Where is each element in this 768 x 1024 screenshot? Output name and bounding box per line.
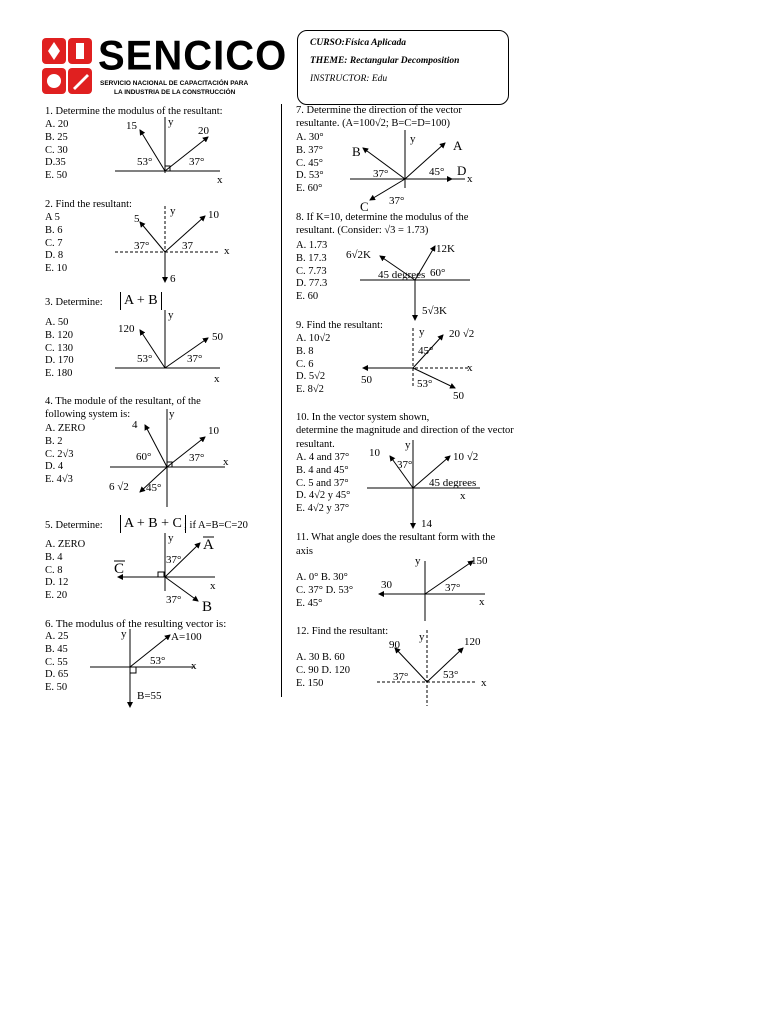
q6-option: B. 45	[45, 643, 68, 655]
q1-option: B. 25	[45, 131, 68, 143]
q5-label-x: x	[210, 580, 216, 592]
q5-option: A. ZERO	[45, 539, 86, 550]
q12-option: A. 30 B. 60	[296, 652, 345, 663]
q5-option: D. 12	[45, 577, 69, 589]
q8-option: E. 60	[296, 291, 319, 303]
q9-option: B. 8	[296, 345, 314, 357]
q2-option: A 5	[45, 212, 60, 223]
q8-diagram	[340, 238, 480, 322]
q11-options	[296, 572, 353, 610]
q4-label-x: x	[223, 456, 229, 468]
q2-diagram	[110, 204, 240, 289]
q4-label-b: 10	[208, 425, 219, 437]
q2-options	[45, 212, 67, 276]
q10-option: A. 4 and 37°	[296, 452, 350, 463]
q3-option: C. 130	[45, 342, 74, 354]
q1-option: C. 30	[45, 144, 68, 156]
q5-label-a: A	[203, 537, 214, 553]
q4-option: E. 4√3	[45, 474, 73, 486]
q4-option: D. 4	[45, 461, 64, 473]
q2-option: C. 7	[45, 237, 63, 249]
q12-label-d: 53°	[443, 669, 459, 681]
q1-option: D.35	[45, 157, 66, 169]
q1-option: A. 20	[45, 119, 69, 130]
q12-option: E. 150	[296, 677, 324, 689]
q4-option: B. 2	[45, 435, 63, 447]
q9-label-e: 50	[453, 390, 464, 402]
q7-text-2: resultante. (A=100√2; B=C=D=100)	[296, 118, 450, 129]
q2-option: E. 10	[45, 263, 68, 275]
q9-label-x: x	[467, 362, 473, 374]
q3-text: 3. Determine:	[45, 297, 103, 308]
q2-option: B. 6	[45, 224, 63, 236]
q8-label-c: 45 degrees	[378, 269, 426, 281]
q5-label-b: C	[114, 561, 125, 577]
q10-label-e: 14	[421, 518, 432, 530]
q3-label-b: 50	[212, 331, 223, 343]
q3-label-a: 120	[118, 323, 135, 335]
q5-condition: ; if A=B=C=20	[184, 520, 248, 531]
q10-label-b: 37°	[397, 459, 413, 471]
logo-line2: LA INDUSTRIA DE LA CONSTRUCCIÓN	[114, 89, 236, 96]
q4-label-e: 6 √2	[109, 481, 129, 493]
q9-label-b: 45°	[418, 345, 434, 357]
q1-label-a: 15	[126, 120, 137, 132]
q5-text: 5. Determine:	[45, 520, 103, 531]
q7-label-d: C	[360, 199, 369, 214]
q11-option: A. 0° B. 30°	[296, 572, 348, 583]
q2-label-d: 37	[182, 240, 193, 252]
q9-options	[296, 333, 330, 397]
q3-expression-text: A + B	[124, 293, 158, 308]
q2-label-b: 10	[208, 209, 219, 221]
q4-label-y: y	[169, 408, 175, 420]
q4-text-span: 4. The module of the resultant, of the following system is:	[45, 396, 201, 420]
q1-label-y: y	[168, 116, 174, 128]
q2-label-y: y	[170, 205, 176, 217]
q1-text: 1. Determine the modulus of the resultant:	[45, 106, 223, 117]
instructor-label: INSTRUCTOR: Edu	[310, 74, 388, 84]
q10-label-d: 45 degrees	[429, 477, 477, 489]
q7-option: E. 60°	[296, 183, 323, 195]
q8-text-1: 8. If K=10, determine the modulus of the	[296, 212, 469, 223]
q2-label-x: x	[224, 245, 230, 257]
theme-label: THEME: Rectangular Decomposition	[310, 56, 460, 66]
q6-label-x: x	[191, 660, 197, 672]
q4-label-a: 4	[132, 419, 138, 431]
q8-text-2: resultant. (Consider: √3 = 1.73)	[296, 225, 429, 236]
q10-option: C. 5 and 37°	[296, 477, 349, 489]
q10-text-1: 10. In the vector system shown,	[296, 412, 430, 423]
q6-label-a: A=100	[171, 631, 202, 643]
q4-option: C. 2√3	[45, 448, 74, 460]
q5-label-d: 37°	[166, 554, 182, 566]
q12-label-x: x	[481, 677, 487, 689]
q11-label-a: 150	[471, 555, 488, 567]
q8-options	[296, 240, 327, 304]
q9-option: C. 6	[296, 358, 314, 370]
q5-option: C. 8	[45, 564, 63, 576]
q12-option: C. 90 D. 120	[296, 664, 350, 676]
q12-options	[296, 652, 350, 690]
q9-option: A. 10√2	[296, 333, 331, 344]
q8-label-b: 12K	[436, 243, 455, 255]
q2-label-e: 6	[170, 273, 176, 285]
q5-diagram	[110, 531, 230, 613]
q6-label-b: 53°	[150, 655, 166, 667]
q1-label-c: 53°	[137, 156, 153, 168]
q9-label-c: 50	[361, 374, 372, 386]
q8-label-d: 60°	[430, 267, 446, 279]
q5-expression-text: A + B + C	[124, 516, 182, 531]
q3-label-c: 53°	[137, 353, 153, 365]
q7-label-c: D	[457, 163, 467, 178]
q7-label-x: x	[467, 173, 473, 185]
q11-label-y: y	[415, 555, 421, 567]
q12-label-b: 120	[464, 636, 481, 648]
q3-options	[45, 317, 74, 381]
q11-option: C. 37° D. 53°	[296, 584, 354, 596]
q3-label-x: x	[214, 373, 220, 385]
q7-diagram	[345, 128, 475, 214]
q8-option: D. 77.3	[296, 278, 328, 290]
q7-options	[296, 132, 324, 196]
q3-option: A. 50	[45, 317, 69, 328]
q8-option: A. 1.73	[296, 240, 328, 251]
q9-label-a: 20 √2	[449, 328, 475, 340]
q10-label-a: 10	[369, 447, 380, 459]
q11-diagram	[375, 553, 495, 621]
q9-option: E. 8√2	[296, 384, 324, 396]
q8-label-e: 5√3K	[422, 305, 447, 317]
q12-diagram	[375, 628, 495, 708]
q9-text: 9. Find the resultant:	[296, 320, 383, 331]
q7-label-f: 45°	[429, 166, 445, 178]
q1-options	[45, 119, 68, 183]
q7-label-a: A	[453, 138, 463, 153]
q6-label-y: y	[121, 628, 127, 640]
q6-option: C. 55	[45, 656, 68, 668]
q10-text-2: determine the magnitude and direction of the vector	[296, 425, 514, 436]
q9-option: D. 5√2	[296, 371, 326, 383]
q10-label-y: y	[405, 439, 411, 451]
q12-text: 12. Find the resultant:	[296, 626, 389, 637]
sencico-logo	[42, 32, 288, 100]
q10-option: D. 4√2 y 45°	[296, 490, 351, 502]
q10-text-3: resultant.	[296, 439, 335, 450]
q7-option: D. 53°	[296, 170, 324, 182]
q9-label-y: y	[419, 326, 425, 338]
q5-options	[45, 539, 85, 603]
q6-options	[45, 631, 68, 695]
q2-label-a: 5	[134, 213, 140, 225]
q4-diagram	[105, 407, 235, 509]
logo-name: SENCICO	[98, 32, 288, 80]
q4-option: A. ZERO	[45, 423, 86, 434]
q9-diagram	[355, 323, 485, 403]
q5-option: B. 4	[45, 551, 63, 563]
q6-text: 6. The modulus of the resulting vector is:	[45, 618, 227, 630]
q6-option: D. 65	[45, 669, 69, 681]
q4-options	[45, 423, 85, 487]
q12-label-y: y	[419, 631, 425, 643]
q10-option: E. 4√2 y 37°	[296, 503, 350, 515]
q7-option: C. 45°	[296, 157, 323, 169]
q8-option: C. 7.73	[296, 265, 327, 277]
q7-option: A. 30°	[296, 132, 324, 143]
q7-text-1: 7. Determine the direction of the vector	[296, 105, 462, 116]
q10-label-c: 10 √2	[453, 451, 479, 463]
q6-option: A. 25	[45, 631, 69, 642]
q8-option: B. 17.3	[296, 252, 327, 264]
q5-option: E. 20	[45, 590, 68, 602]
q3-option: B. 120	[45, 329, 74, 341]
q7-label-g: 37°	[389, 195, 405, 207]
q7-label-b: B	[352, 144, 361, 159]
q11-option: E. 45°	[296, 597, 323, 609]
q2-label-c: 37°	[134, 240, 150, 252]
q4-label-d: 37°	[189, 452, 205, 464]
q6-diagram	[85, 627, 210, 709]
q3-label-y: y	[168, 309, 174, 321]
q10-diagram	[365, 438, 490, 530]
q1-diagram	[110, 115, 230, 187]
q12-label-a: 90	[389, 639, 400, 651]
q3-option: D. 170	[45, 355, 74, 367]
q12-label-c: 37°	[393, 671, 409, 683]
q5-label-y: y	[168, 532, 174, 544]
q5-label-e: 37°	[166, 594, 182, 606]
q7-option: B. 37°	[296, 144, 323, 156]
q11-label-b: 30	[381, 579, 392, 591]
q3-option: E. 180	[45, 368, 73, 380]
q6-label-c: B=55	[137, 690, 162, 702]
course-info-box	[297, 30, 509, 105]
q10-options	[296, 452, 350, 516]
q10-label-x: x	[460, 490, 466, 502]
q9-label-d: 53°	[417, 378, 433, 390]
q3-diagram	[110, 308, 230, 386]
logo-line1: SERVICIO NACIONAL DE CAPACITACIÓN PARA	[100, 80, 249, 87]
q4-label-f: 45°	[146, 482, 162, 494]
q1-option: E. 50	[45, 170, 68, 182]
q5-label-c: B	[202, 599, 213, 613]
q8-label-a: 6√2K	[346, 249, 371, 261]
q1-label-d: 37°	[189, 156, 205, 168]
q11-text-2: axis	[296, 546, 313, 557]
course-label: CURSO:Física Aplicada	[310, 38, 406, 48]
q6-option: E. 50	[45, 682, 68, 694]
q4-label-c: 60°	[136, 451, 152, 463]
q1-label-b: 20	[198, 125, 209, 137]
q7-label-y: y	[410, 133, 416, 145]
q1-label-x: x	[217, 174, 223, 186]
q11-label-c: 37°	[445, 582, 461, 594]
q11-label-x: x	[479, 596, 485, 608]
column-divider	[281, 104, 282, 697]
q7-label-e: 37°	[373, 168, 389, 180]
q10-option: B. 4 and 45°	[296, 464, 349, 476]
q2-text: 2. Find the resultant:	[45, 199, 132, 210]
q2-option: D. 8	[45, 250, 64, 262]
q3-label-d: 37°	[187, 353, 203, 365]
q11-text-1: 11. What angle does the resultant form with the	[296, 532, 496, 543]
